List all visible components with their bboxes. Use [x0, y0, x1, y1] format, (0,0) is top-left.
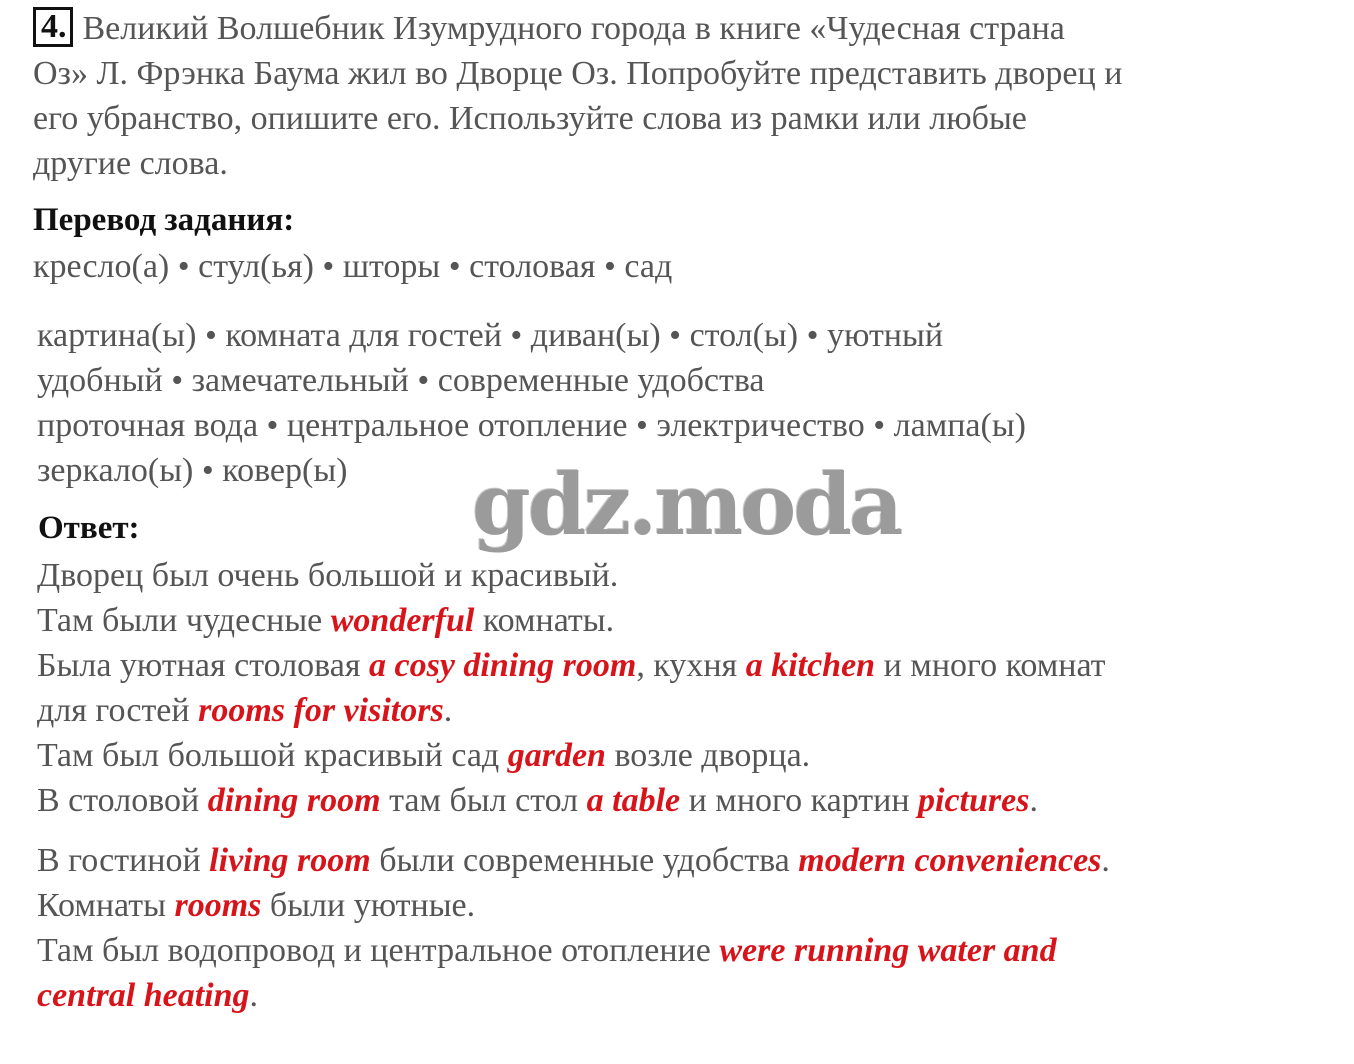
answer-ru: Комнаты: [37, 887, 175, 924]
answer-ru: и много комнат: [875, 647, 1106, 684]
answer-ru: .: [1029, 782, 1038, 819]
word-box-line-2: удобный • замечательный • современные удобства: [37, 362, 765, 399]
answer-ru: Там были чудесные: [37, 602, 331, 639]
answer-en: living room: [209, 842, 371, 879]
word-box-line-1: картина(ы) • комната для гостей • диван(ы) • стол(ы) • уютный: [37, 317, 944, 354]
answer-line-7: [37, 838, 1110, 883]
task-number: 4.: [33, 7, 73, 47]
watermark-logo: gdz.moda: [472, 455, 901, 554]
answer-ru: там был стол: [380, 782, 587, 819]
answer-en: rooms for visitors: [198, 692, 444, 729]
answer-ru: Там был большой красивый сад: [37, 737, 508, 774]
answer-line-3: [37, 643, 1110, 688]
answer-ru: комнаты.: [474, 602, 615, 639]
answer-text: [37, 553, 1110, 1018]
answer-ru: Была уютная столовая: [37, 647, 370, 684]
answer-ru: .: [443, 692, 453, 729]
answer-en: pictures: [918, 782, 1030, 819]
answer-ru: Там был водопровод и центральное отопление: [37, 932, 720, 969]
answer-en: garden: [507, 737, 606, 774]
answer-ru: В гостиной: [37, 842, 210, 879]
answer-line-1: Дворец был очень большой и красивый.: [37, 557, 619, 594]
task-line-4: другие слова.: [33, 145, 228, 182]
answer-ru: были уютные.: [261, 887, 476, 924]
answer-heading: Ответ:: [38, 510, 140, 546]
task-line-1: [33, 6, 1333, 51]
task-line-3: его убранство, опишите его. Используйте слова из рамки или любые: [33, 100, 1027, 137]
task-text-1: Великий Волшебник Изумрудного города в книге «Чудесная страна: [82, 10, 1065, 47]
answer-en: central heating: [37, 977, 250, 1014]
answer-ru: и много картин: [680, 782, 919, 819]
answer-line-8: [37, 883, 1110, 928]
task-line-2: Оз» Л. Фрэнка Баума жил во Дворце Оз. Попробуйте представить дворец и: [33, 55, 1123, 92]
word-box-line-4: зеркало(ы) • ковер(ы): [37, 452, 348, 489]
answer-en: a kitchen: [745, 647, 876, 684]
answer-ru: В столовой: [37, 782, 208, 819]
answer-ru: .: [1101, 842, 1110, 879]
answer-line-9: [37, 928, 1110, 973]
answer-line-5: [37, 733, 1110, 778]
answer-ru: .: [249, 977, 259, 1014]
answer-en: were running water and: [719, 932, 1057, 969]
answer-en: wonderful: [330, 602, 475, 639]
answer-line-2: [37, 598, 1110, 643]
task-text: [33, 6, 1333, 186]
answer-line-6: [37, 778, 1110, 823]
answer-ru: , кухня: [636, 647, 746, 684]
answer-line-10: [37, 973, 1110, 1018]
answer-en: rooms: [174, 887, 262, 924]
word-box-line-3: проточная вода • центральное отопление • электричество • лампа(ы): [37, 407, 1026, 444]
translation-heading: Перевод задания:: [33, 202, 295, 238]
answer-ru: для гостей: [37, 692, 199, 729]
answer-ru: были современные удобства: [370, 842, 799, 879]
answer-en: a cosy dining room: [369, 647, 637, 684]
answer-en: modern conveniences: [798, 842, 1102, 879]
answer-en: dining room: [207, 782, 381, 819]
answer-line-4: [37, 688, 1110, 733]
translation-words-line: кресло(а) • стул(ья) • шторы • столовая • сад: [33, 248, 673, 285]
answer-ru: возле дворца.: [605, 737, 811, 774]
answer-en: a table: [586, 782, 681, 819]
